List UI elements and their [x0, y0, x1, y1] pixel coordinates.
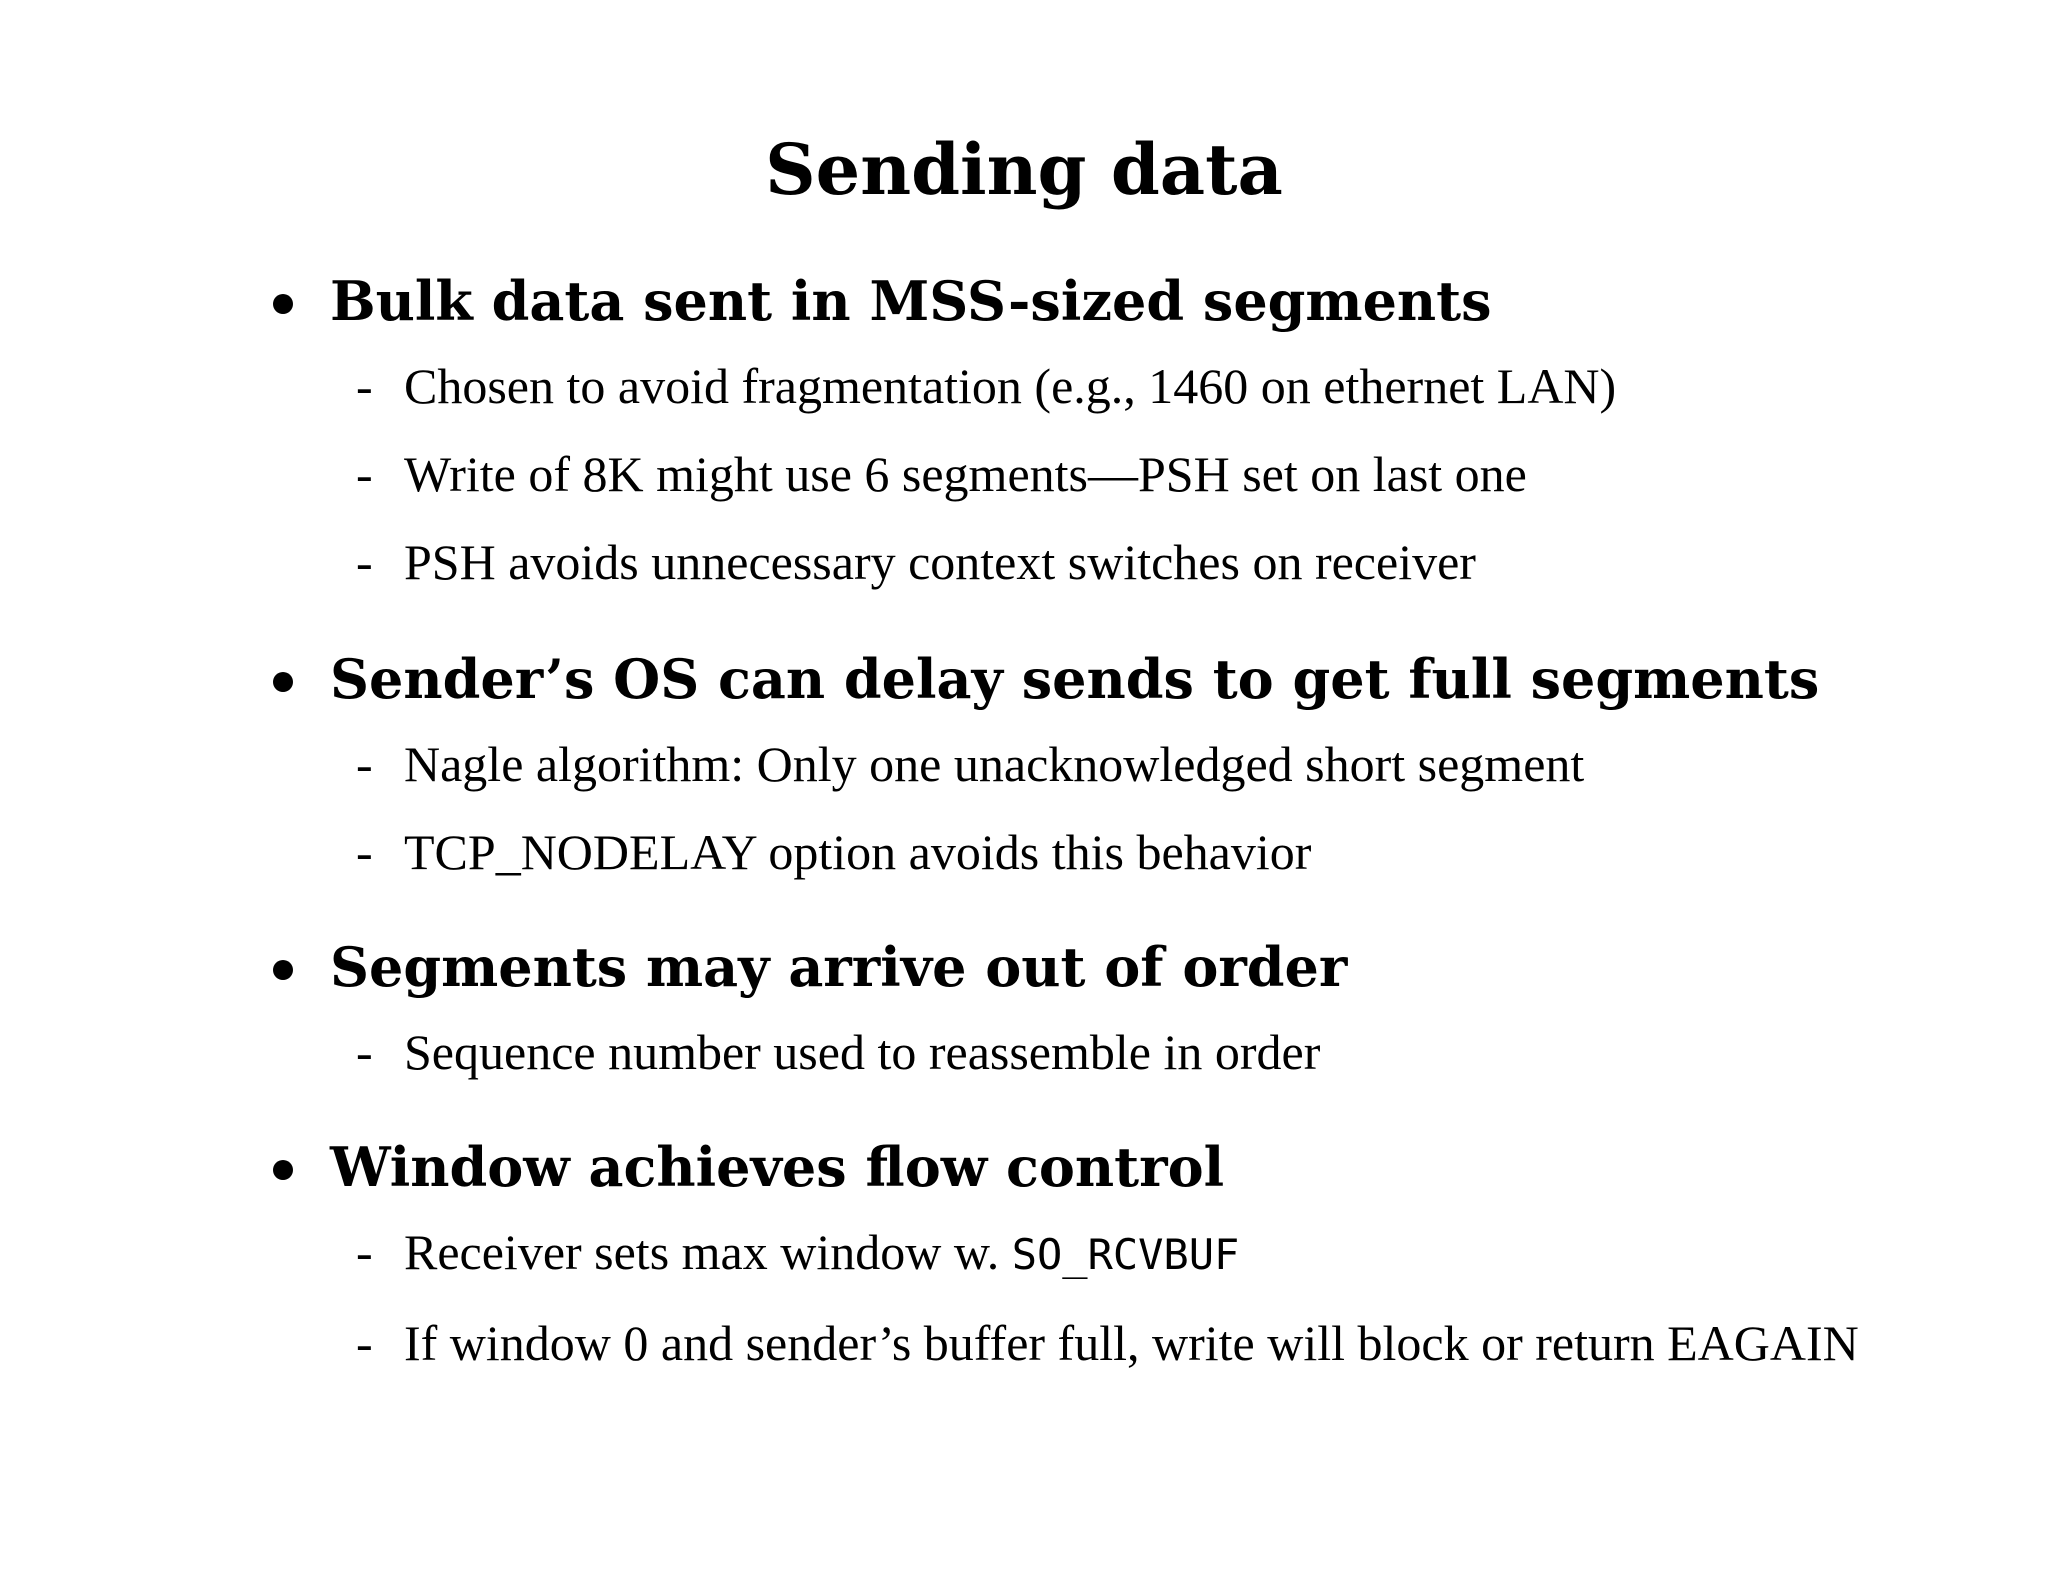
sub-item [268, 728, 1904, 800]
sub-item-text: Sequence number used to reassemble in order [404, 1024, 1321, 1080]
sub-item-text: If window 0 and sender’s buffer full, write will block or return EAGAIN [404, 1315, 1859, 1371]
code-so-rcvbuf: SO_RCVBUF [1011, 1230, 1240, 1279]
bullet-dot [273, 1160, 293, 1180]
sub-item [268, 438, 1904, 510]
bullet-dot [273, 294, 293, 314]
bullet-mss-segments [268, 266, 1988, 598]
sub-item-text [404, 1224, 1239, 1280]
sub-item [268, 1016, 1904, 1088]
bullet-heading: Sender’s OS can delay sends to get full segments [330, 647, 1820, 711]
dash: - [356, 824, 373, 880]
bullet-dot [273, 672, 293, 692]
sub-item [268, 1216, 1904, 1291]
sub-item-text: Nagle algorithm: Only one unacknowledged short segment [404, 736, 1585, 792]
sub-item-text-part: Receiver sets max window w. [404, 1224, 1012, 1280]
sub-item-text: PSH avoids unnecessary context switches on receiver [404, 534, 1476, 590]
dash: - [356, 1315, 373, 1371]
sub-item [268, 526, 1904, 598]
dash: - [356, 358, 373, 414]
dash: - [356, 736, 373, 792]
sub-item-text: Write of 8K might use 6 segments—PSH set on last one [404, 446, 1527, 502]
bullet-flow-control [268, 1132, 1988, 1379]
dash: - [356, 1224, 373, 1280]
dash: - [356, 446, 373, 502]
sub-item-text: TCP_NODELAY option avoids this behavior [404, 824, 1312, 880]
bullet-sender-delay [268, 644, 1988, 888]
bullet-heading: Bulk data sent in MSS-sized segments [330, 269, 1492, 333]
sub-item [268, 816, 1904, 888]
dash: - [356, 1024, 373, 1080]
bullet-dot [273, 960, 293, 980]
dash: - [356, 534, 373, 590]
bullet-out-of-order [268, 932, 1988, 1088]
slide-title: Sending data [765, 128, 1283, 211]
sub-item-text: Chosen to avoid fragmentation (e.g., 1460 on ethernet LAN) [404, 358, 1617, 414]
sub-item [268, 350, 1904, 422]
bullet-heading: Window achieves flow control [330, 1135, 1225, 1199]
bullet-heading: Segments may arrive out of order [330, 935, 1348, 999]
sub-item [268, 1307, 1904, 1379]
